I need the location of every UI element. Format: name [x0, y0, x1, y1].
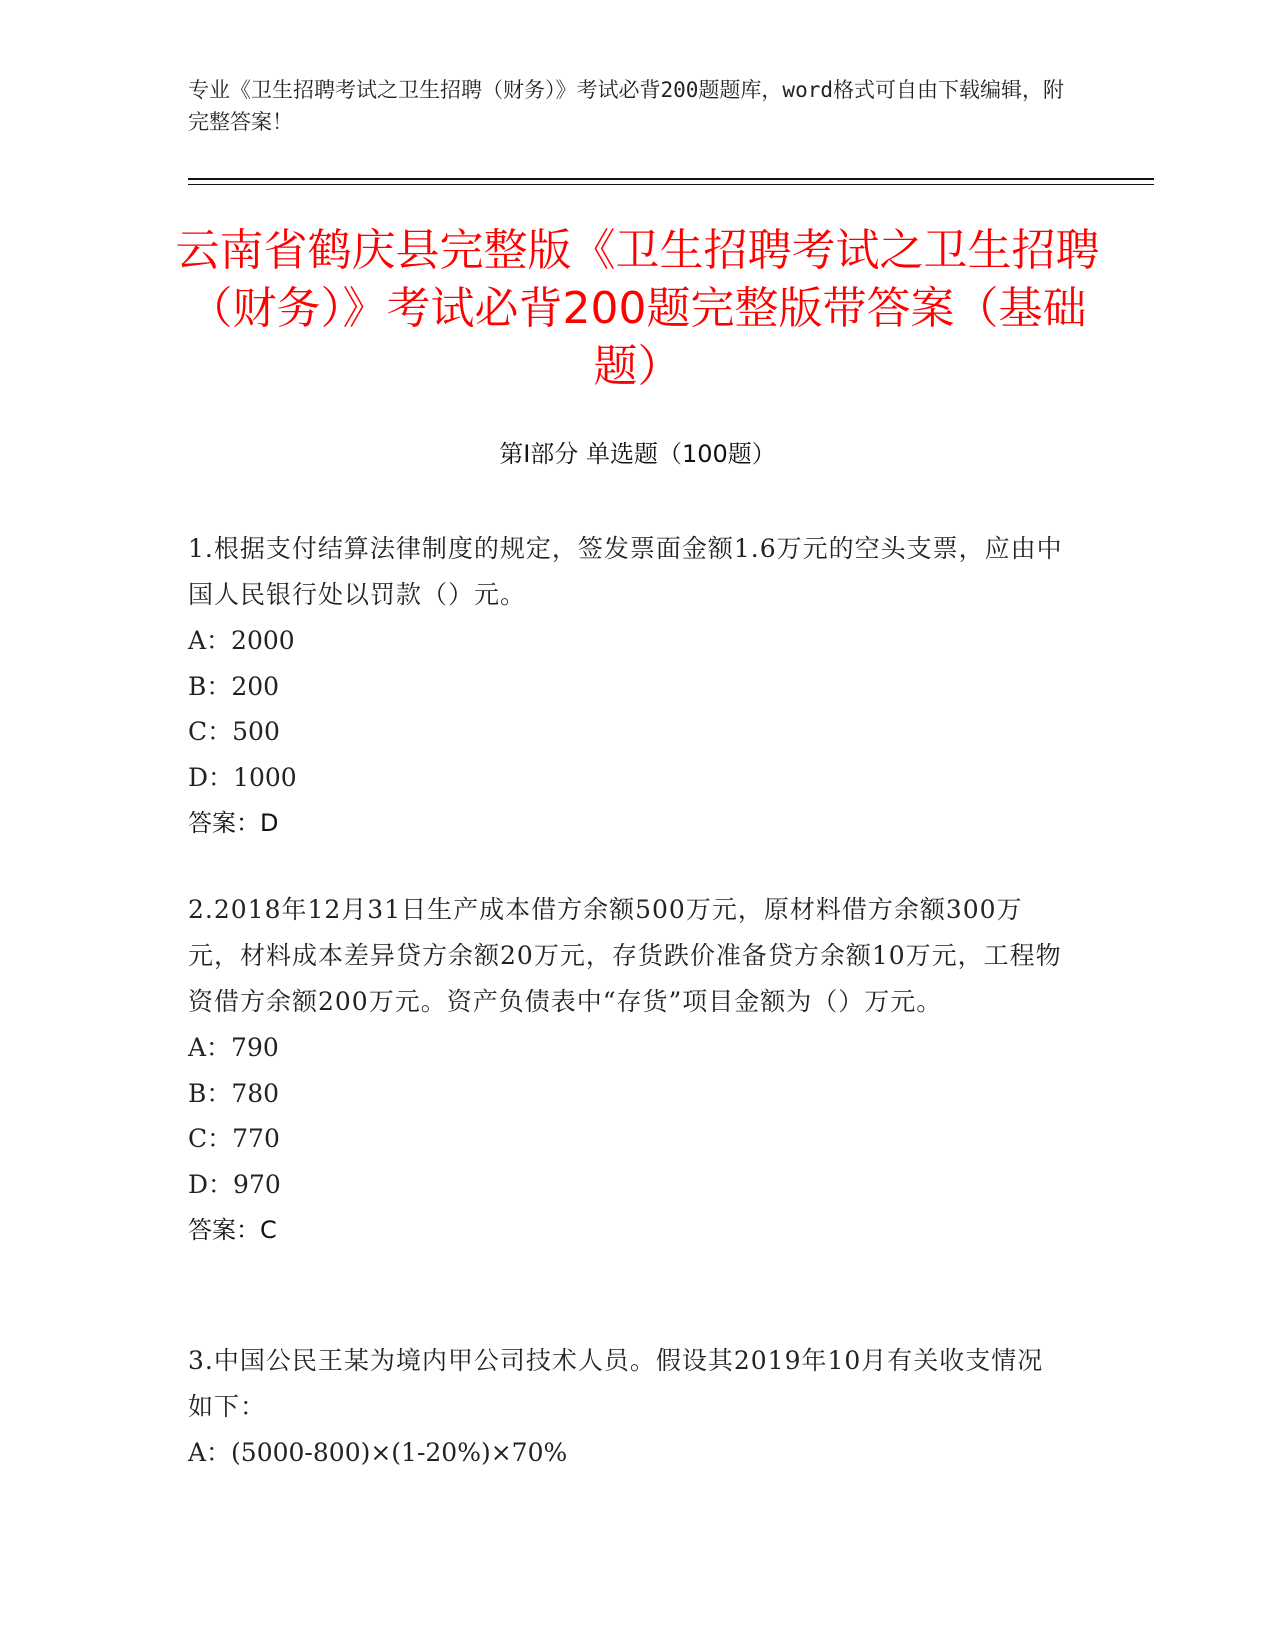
- option-c: C：770: [188, 1124, 280, 1153]
- option-c: C：500: [188, 717, 280, 746]
- question-2: [188, 887, 1068, 1253]
- question-3: [188, 1338, 1068, 1476]
- option-b: B：200: [188, 671, 280, 701]
- header-divider: [188, 178, 1154, 180]
- option-a: A：(5000-800)×(1-20%)×70%: [188, 1438, 568, 1467]
- option-b: B：780: [188, 1078, 280, 1108]
- answer: 答案：C: [188, 1216, 277, 1244]
- answer: 答案：D: [188, 809, 279, 837]
- document-title: 云南省鹤庆县完整版《卫生招聘考试之卫生招聘（财务）》考试必背200题完整版带答案（基础题）: [175, 225, 1100, 392]
- option-a: A：2000: [188, 626, 295, 655]
- question-stem: 1.根据支付结算法律制度的规定，签发票面金额1.6万元的空头支票，应由中国人民银行处以罚款（）元。: [188, 534, 1063, 609]
- question-1: [188, 526, 1068, 846]
- option-a: A：790: [188, 1033, 279, 1062]
- header-note: 专业《卫生招聘考试之卫生招聘（财务）》考试必背200题题库，word格式可自由下载编辑，附完整答案！: [188, 78, 1064, 134]
- question-stem: 3.中国公民王某为境内甲公司技术人员。假设其2019年10月有关收支情况如下：: [188, 1346, 1044, 1421]
- section-title: 第Ⅰ部分 单选题（100题）: [499, 440, 776, 468]
- header-divider-thin: [188, 184, 1154, 185]
- question-stem: 2.2018年12月31日生产成本借方余额500万元，原材料借方余额300万元，材料成本差异贷方余额20万元，存货跌价准备贷方余额10万元，工程物资借方余额200万元。资产负债表中“存货”项目金额为（）万元。: [188, 895, 1062, 1016]
- option-d: D：970: [188, 1169, 281, 1199]
- option-d: D：1000: [188, 762, 297, 792]
